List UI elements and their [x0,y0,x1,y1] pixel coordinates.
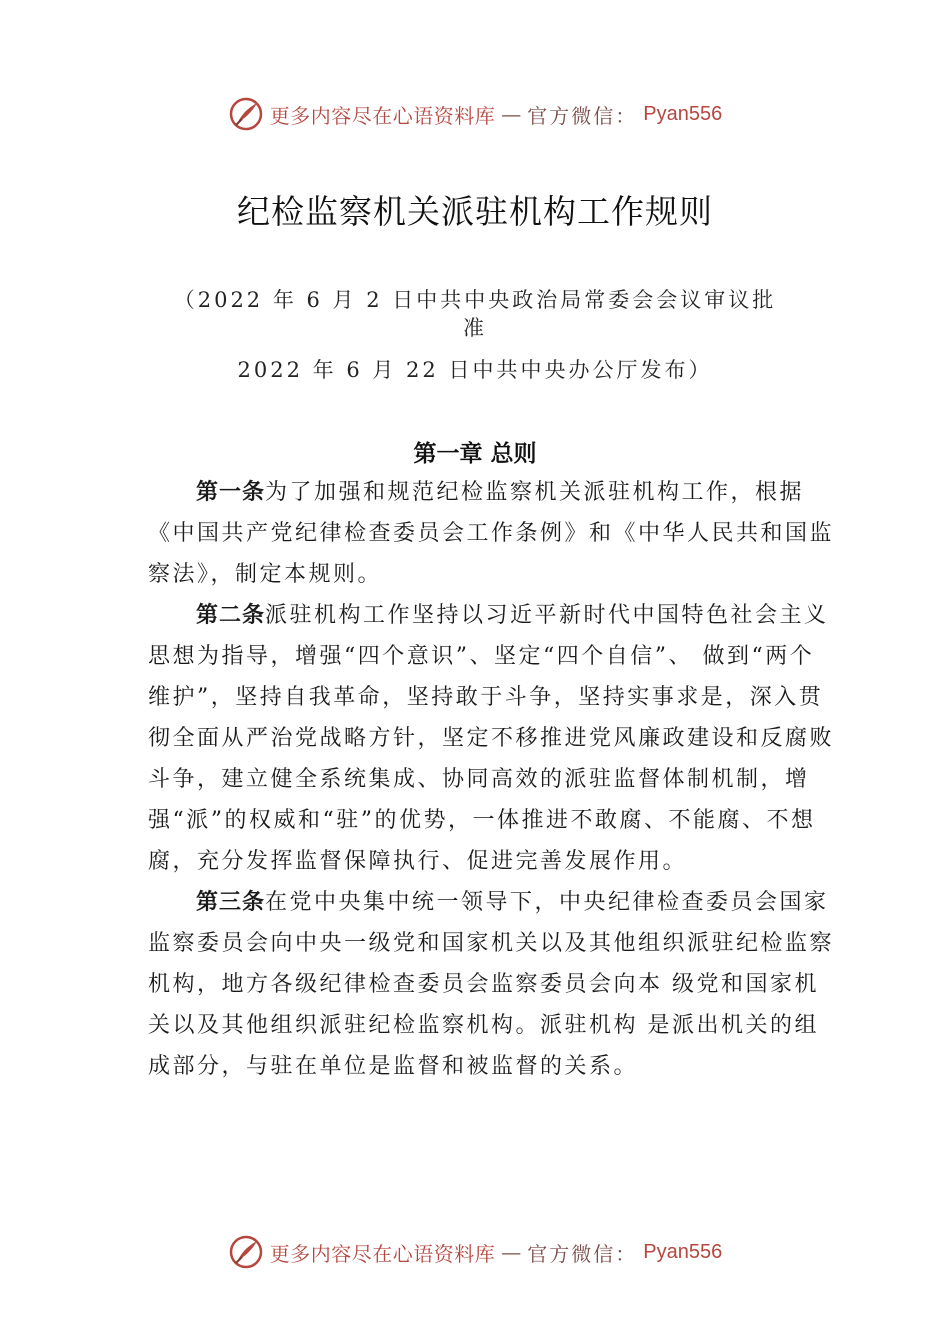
issuance-line-3: 2022 年 6 月 22 日中共中央办公厅发布） [237,358,713,382]
issuance-line-2: 准 [463,316,487,340]
article-label: 第三条 [196,890,266,915]
article-label: 第一条 [196,480,266,505]
article-text: 派驻机构工作坚持以习近平新时代中国特色社会主义思想为指导，增强“四个意识”、坚定“四个自信”、 做到“两个维护”，坚持自我革命，坚持敢于斗争，坚持实事求是，深入贯彻全面从严治党战略方针，坚定不移推进党风廉政建设和反腐败斗争，建立健全系统集成、协同高效的派驻监督体制机制，增强“派”的权威和“驻”的优势，一体推进不敢腐、不能腐、不想腐，充分发挥监督保障执行、促进完善发展作用。 [148,603,835,874]
watermark-text: 更多内容尽在心语资料库 [269,1241,496,1266]
article-2 [148,595,838,882]
watermark-wechat-label: 官方微信： [527,1241,638,1266]
quill-logo-icon [228,96,264,132]
issuance-line-1: （2022 年 6 月 2 日中共中央政治局常委会会议审议批 [173,288,777,312]
article-label: 第二条 [196,603,266,628]
article-3 [148,882,838,1087]
article-1 [148,472,838,595]
watermark-separator: — [501,1240,522,1264]
watermark-top [0,94,950,134]
watermark-text: 更多内容尽在心语资料库 [269,103,496,128]
watermark-bottom [0,1232,950,1272]
watermark-wechat-id: Pyan556 [643,102,723,125]
watermark-wechat-id: Pyan556 [643,1240,723,1263]
quill-logo-icon [228,1234,264,1270]
watermark-separator: — [501,102,522,126]
article-text: 为了加强和规范纪检监察机关派驻机构工作，根据《中国共产党纪律检查委员会工作条例》和《中华人民共和国监察法》，制定本规则。 [148,480,835,587]
watermark-wechat-label: 官方微信： [527,103,638,128]
document-title: 纪检监察机关派驻机构工作规则 [237,192,713,231]
article-text: 在党中央集中统一领导下，中央纪律检查委员会国家监察委员会向中央一级党和国家机关以及其他组织派驻纪检监察机构，地方各级纪律检查委员会监察委员会向本 级党和国家机关以及其他组织派驻纪检监察机构。派驻机构 是派出机关的组成部分，与驻在单位是监督和被监督的关系。 [148,890,835,1079]
chapter-heading: 第一章 总则 [413,441,537,467]
